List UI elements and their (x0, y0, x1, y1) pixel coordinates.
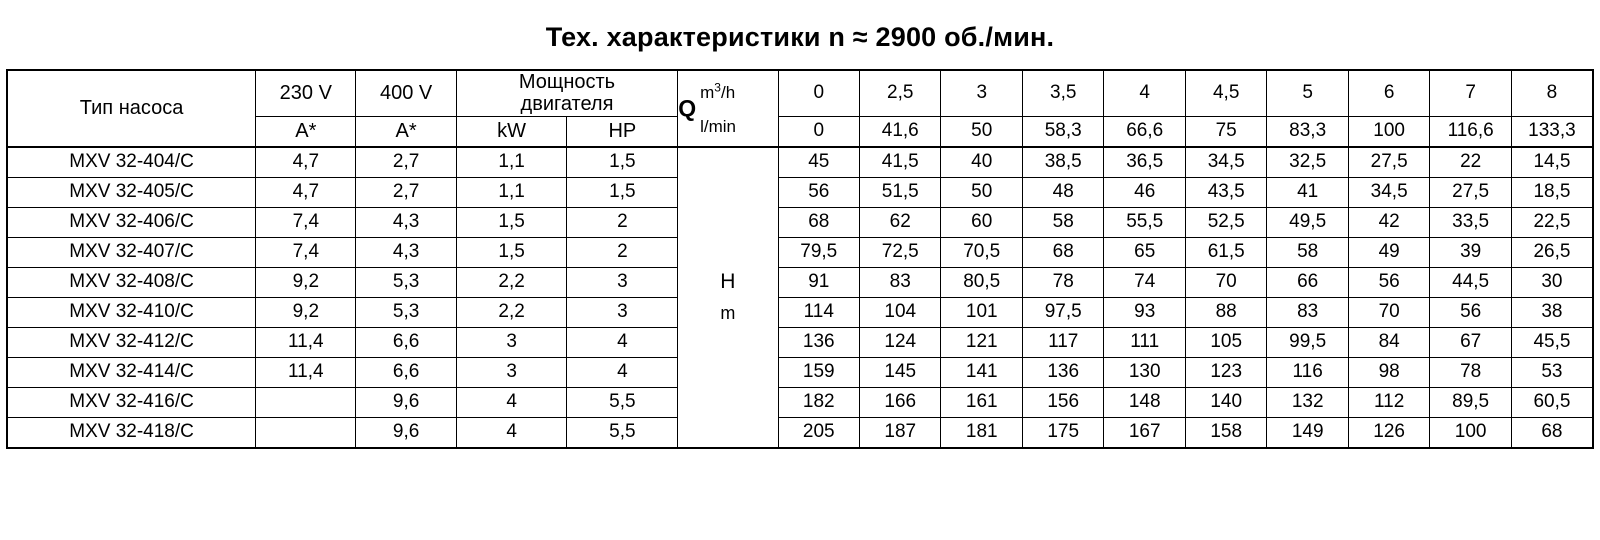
flow-value-m3h: 3 (941, 70, 1022, 116)
column-header-flow-unit (678, 70, 778, 147)
flow-value-lmin: 0 (778, 116, 859, 147)
cell-head: 34,5 (1185, 147, 1266, 178)
cell-amp-400: 5,3 (356, 267, 456, 297)
cell-head: 78 (1430, 357, 1511, 387)
cell-amp-230: 4,7 (256, 147, 356, 178)
cell-kw: 3 (456, 357, 567, 387)
cell-head: 30 (1511, 267, 1593, 297)
cell-head: 36,5 (1104, 147, 1185, 178)
cell-hp: 2 (567, 237, 678, 267)
cell-head: 205 (778, 417, 859, 448)
cell-head: 65 (1104, 237, 1185, 267)
flow-value-m3h: 8 (1511, 70, 1593, 116)
cell-pump-type: MXV 32-405/C (7, 177, 256, 207)
cell-kw: 1,5 (456, 237, 567, 267)
cell-head: 18,5 (1511, 177, 1593, 207)
cell-amp-230: 11,4 (256, 327, 356, 357)
cell-head: 158 (1185, 417, 1266, 448)
table-row (7, 357, 1593, 387)
cell-head: 159 (778, 357, 859, 387)
table-body (7, 147, 1593, 448)
column-header-amp-230: A* (256, 116, 356, 147)
table-row (7, 297, 1593, 327)
cell-pump-type: MXV 32-412/C (7, 327, 256, 357)
flow-value-lmin: 58,3 (1022, 116, 1103, 147)
cell-amp-400: 4,3 (356, 237, 456, 267)
cell-head: 84 (1348, 327, 1429, 357)
cell-head: 48 (1022, 177, 1103, 207)
cell-head: 41,5 (860, 147, 941, 178)
cell-hp: 4 (567, 327, 678, 357)
head-unit: m (720, 303, 736, 324)
flow-value-m3h: 3,5 (1022, 70, 1103, 116)
cell-head: 55,5 (1104, 207, 1185, 237)
cell-head: 51,5 (860, 177, 941, 207)
cell-amp-400: 6,6 (356, 327, 456, 357)
cell-hp: 5,5 (567, 387, 678, 417)
cell-head: 124 (860, 327, 941, 357)
head-symbol: H (720, 269, 736, 293)
cell-head: 56 (1430, 297, 1511, 327)
cell-head: 33,5 (1430, 207, 1511, 237)
cell-head: 123 (1185, 357, 1266, 387)
head-unit-cell (678, 147, 778, 448)
cell-head: 52,5 (1185, 207, 1266, 237)
cell-head: 45,5 (1511, 327, 1593, 357)
table-row (7, 417, 1593, 448)
cell-head: 68 (778, 207, 859, 237)
cell-amp-230: 7,4 (256, 207, 356, 237)
cell-head: 112 (1348, 387, 1429, 417)
cell-head: 88 (1185, 297, 1266, 327)
table-row (7, 387, 1593, 417)
cell-head: 121 (941, 327, 1022, 357)
flow-value-m3h: 2,5 (860, 70, 941, 116)
column-header-pump-type: Тип насоса (7, 70, 256, 147)
column-header-hp: HP (567, 116, 678, 147)
cell-head: 14,5 (1511, 147, 1593, 178)
cell-kw: 2,2 (456, 297, 567, 327)
cell-head: 175 (1022, 417, 1103, 448)
cell-head: 60,5 (1511, 387, 1593, 417)
cell-head: 181 (941, 417, 1022, 448)
column-header-voltage-230: 230 V (256, 70, 356, 116)
cell-hp: 5,5 (567, 417, 678, 448)
cell-head: 79,5 (778, 237, 859, 267)
cell-head: 187 (860, 417, 941, 448)
cell-head: 136 (778, 327, 859, 357)
motor-power-label-line1: Мощность (518, 71, 616, 93)
cell-amp-400: 4,3 (356, 207, 456, 237)
flow-value-lmin: 66,6 (1104, 116, 1185, 147)
cell-pump-type: MXV 32-414/C (7, 357, 256, 387)
flow-value-m3h: 6 (1348, 70, 1429, 116)
cell-head: 100 (1430, 417, 1511, 448)
cell-head: 89,5 (1430, 387, 1511, 417)
cell-head: 97,5 (1022, 297, 1103, 327)
cell-head: 49 (1348, 237, 1429, 267)
cell-head: 114 (778, 297, 859, 327)
cell-head: 70 (1185, 267, 1266, 297)
cell-hp: 3 (567, 267, 678, 297)
flow-value-lmin: 100 (1348, 116, 1429, 147)
table-row (7, 147, 1593, 178)
cell-head: 44,5 (1430, 267, 1511, 297)
cell-head: 167 (1104, 417, 1185, 448)
cell-head: 58 (1267, 237, 1348, 267)
cell-head: 41 (1267, 177, 1348, 207)
table-row (7, 237, 1593, 267)
cell-head: 45 (778, 147, 859, 178)
cell-head: 93 (1104, 297, 1185, 327)
cell-head: 62 (860, 207, 941, 237)
cell-pump-type: MXV 32-410/C (7, 297, 256, 327)
cell-amp-400: 2,7 (356, 147, 456, 178)
cell-amp-230 (256, 417, 356, 448)
cell-amp-230 (256, 387, 356, 417)
column-header-kw: kW (456, 116, 567, 147)
cell-head: 27,5 (1348, 147, 1429, 178)
cell-head: 132 (1267, 387, 1348, 417)
cell-head: 105 (1185, 327, 1266, 357)
cell-head: 50 (941, 177, 1022, 207)
cell-pump-type: MXV 32-418/C (7, 417, 256, 448)
cell-amp-400: 9,6 (356, 387, 456, 417)
cell-head: 27,5 (1430, 177, 1511, 207)
cell-kw: 4 (456, 387, 567, 417)
cell-head: 78 (1022, 267, 1103, 297)
cell-amp-230: 7,4 (256, 237, 356, 267)
cell-amp-400: 9,6 (356, 417, 456, 448)
cell-head: 74 (1104, 267, 1185, 297)
flow-value-m3h: 4,5 (1185, 70, 1266, 116)
cell-head: 111 (1104, 327, 1185, 357)
cell-amp-400: 5,3 (356, 297, 456, 327)
cell-head: 141 (941, 357, 1022, 387)
cell-head: 149 (1267, 417, 1348, 448)
motor-power-label-line2: двигателя (520, 93, 614, 116)
cell-head: 99,5 (1267, 327, 1348, 357)
flow-unit-lmin: l/min (700, 117, 737, 137)
flow-value-lmin: 83,3 (1267, 116, 1348, 147)
cell-head: 58 (1022, 207, 1103, 237)
flow-value-m3h: 0 (778, 70, 859, 116)
column-header-voltage-400: 400 V (356, 70, 456, 116)
cell-head: 42 (1348, 207, 1429, 237)
cell-head: 98 (1348, 357, 1429, 387)
cell-head: 49,5 (1267, 207, 1348, 237)
cell-head: 117 (1022, 327, 1103, 357)
cell-head: 56 (778, 177, 859, 207)
cell-pump-type: MXV 32-406/C (7, 207, 256, 237)
table-row (7, 177, 1593, 207)
cell-hp: 1,5 (567, 177, 678, 207)
cell-head: 91 (778, 267, 859, 297)
column-header-motor-power (456, 70, 677, 116)
cell-amp-230: 4,7 (256, 177, 356, 207)
cell-head: 161 (941, 387, 1022, 417)
cell-amp-230: 9,2 (256, 267, 356, 297)
cell-kw: 4 (456, 417, 567, 448)
cell-pump-type: MXV 32-404/C (7, 147, 256, 178)
cell-amp-230: 11,4 (256, 357, 356, 387)
pump-specification-table (6, 69, 1594, 449)
cell-pump-type: MXV 32-407/C (7, 237, 256, 267)
cell-kw: 1,5 (456, 207, 567, 237)
cell-hp: 1,5 (567, 147, 678, 178)
cell-head: 83 (1267, 297, 1348, 327)
cell-head: 104 (860, 297, 941, 327)
cell-hp: 2 (567, 207, 678, 237)
cell-amp-230: 9,2 (256, 297, 356, 327)
flow-symbol: Q (678, 94, 697, 121)
page-title: Тех. характеристики n ≈ 2900 об./мин. (545, 22, 1055, 52)
cell-head: 166 (860, 387, 941, 417)
flow-value-m3h: 7 (1430, 70, 1511, 116)
table-row (7, 207, 1593, 237)
cell-head: 68 (1022, 237, 1103, 267)
table-row (7, 327, 1593, 357)
cell-head: 56 (1348, 267, 1429, 297)
cell-amp-400: 6,6 (356, 357, 456, 387)
flow-value-m3h: 4 (1104, 70, 1185, 116)
table-row (7, 267, 1593, 297)
cell-head: 46 (1104, 177, 1185, 207)
flow-unit-m3h: $m^3/h$ (700, 80, 736, 103)
cell-head: 80,5 (941, 267, 1022, 297)
cell-head: 61,5 (1185, 237, 1266, 267)
cell-head: 148 (1104, 387, 1185, 417)
cell-head: 60 (941, 207, 1022, 237)
cell-head: 53 (1511, 357, 1593, 387)
cell-head: 43,5 (1185, 177, 1266, 207)
cell-head: 136 (1022, 357, 1103, 387)
cell-kw: 1,1 (456, 177, 567, 207)
cell-kw: 1,1 (456, 147, 567, 178)
flow-value-lmin: 41,6 (860, 116, 941, 147)
cell-head: 140 (1185, 387, 1266, 417)
cell-kw: 2,2 (456, 267, 567, 297)
cell-head: 32,5 (1267, 147, 1348, 178)
flow-value-lmin: 116,6 (1430, 116, 1511, 147)
cell-head: 22,5 (1511, 207, 1593, 237)
flow-value-lmin: 50 (941, 116, 1022, 147)
cell-pump-type: MXV 32-416/C (7, 387, 256, 417)
cell-head: 38,5 (1022, 147, 1103, 178)
header-row-top (7, 70, 1593, 116)
cell-head: 156 (1022, 387, 1103, 417)
cell-head: 182 (778, 387, 859, 417)
cell-amp-400: 2,7 (356, 177, 456, 207)
cell-head: 83 (860, 267, 941, 297)
cell-head: 130 (1104, 357, 1185, 387)
cell-head: 66 (1267, 267, 1348, 297)
cell-head: 34,5 (1348, 177, 1429, 207)
flow-value-lmin: 75 (1185, 116, 1266, 147)
cell-head: 67 (1430, 327, 1511, 357)
cell-head: 126 (1348, 417, 1429, 448)
cell-head: 22 (1430, 147, 1511, 178)
cell-head: 70 (1348, 297, 1429, 327)
flow-value-m3h: 5 (1267, 70, 1348, 116)
cell-head: 38 (1511, 297, 1593, 327)
column-header-amp-400: A* (356, 116, 456, 147)
cell-kw: 3 (456, 327, 567, 357)
cell-hp: 4 (567, 357, 678, 387)
cell-head: 116 (1267, 357, 1348, 387)
cell-pump-type: MXV 32-408/C (7, 267, 256, 297)
cell-head: 145 (860, 357, 941, 387)
cell-head: 40 (941, 147, 1022, 178)
cell-head: 68 (1511, 417, 1593, 448)
cell-head: 39 (1430, 237, 1511, 267)
cell-head: 26,5 (1511, 237, 1593, 267)
table-header (7, 70, 1593, 147)
cell-head: 70,5 (941, 237, 1022, 267)
cell-head: 101 (941, 297, 1022, 327)
cell-head: 72,5 (860, 237, 941, 267)
flow-value-lmin: 133,3 (1511, 116, 1593, 147)
cell-hp: 3 (567, 297, 678, 327)
